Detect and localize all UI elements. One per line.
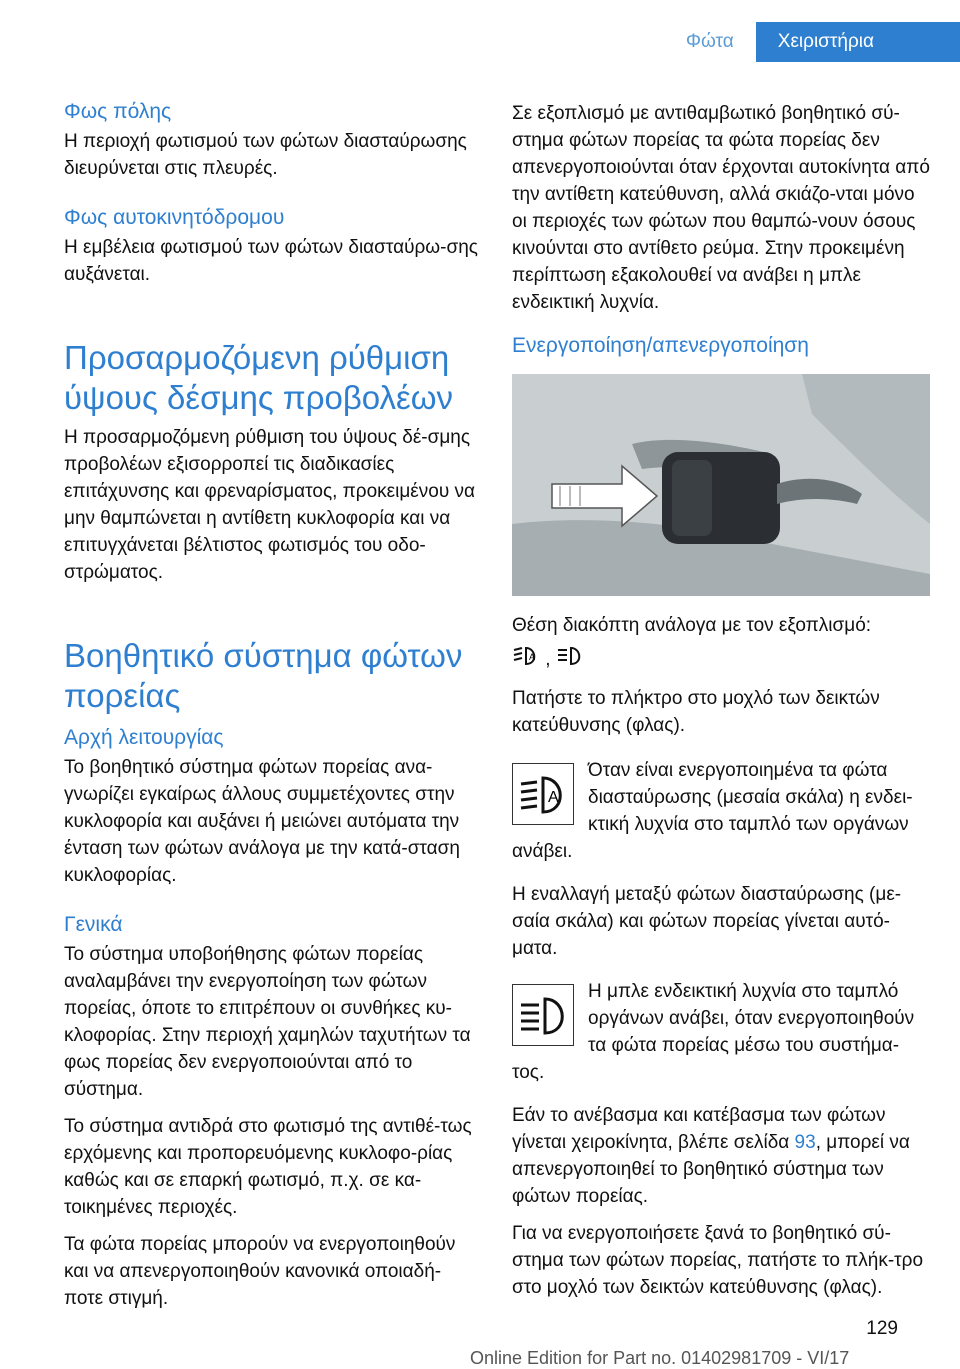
switch-icons-line xyxy=(512,645,930,675)
edition-footer: Online Edition for Part no. 01402981709 - VI/17 xyxy=(470,1348,850,1368)
high-beam-assist-indicator-icon xyxy=(512,763,574,825)
general-text-1: Το σύστημα υποβοήθησης φώτων πορείας αναλαμβάνει την ενεργοποίηση των φώτων πορείας, όποτε το επιτρέπουν οι συνθήκες κυ-κλοφορίας. Στην περιοχή χαμηλών ταχυτήτων τα φως πορείας δεν ενεργοποιούνται από το σύστημα. xyxy=(64,944,471,1100)
city-light-text: Η περιοχή φωτισμού των φώτων διασταύρωσης διευρύνεται στις πλευρές. xyxy=(64,131,467,179)
note2-text: Η μπλε ενδεικτική λυχνία στο ταμπλό οργάνων ανάβει, όταν ενεργοποιηθούν τα φώτα πορείας μέσω του συστήμα-τος. xyxy=(512,981,915,1083)
general-title: Γενικά xyxy=(64,913,123,936)
adaptive-text: Η προσαρμοζόμενη ρύθμιση του ύψους δέ-σμης προβολέων εξισορροπεί τις διαδικασίες επιτάχυνσης και φρεναρίσματος, προκειμένου να μην θαμπώνεται η αντίθετη κυκλοφορία και να επιτυγχάνεται βέλτιστος φωτισμός του οδο-στρώματος. xyxy=(64,427,475,583)
page-header xyxy=(664,22,960,62)
note-indicator-2 xyxy=(512,978,930,1086)
motorway-title: Φως αυτοκινητόδρομου xyxy=(64,206,285,229)
header-section: Φώτα xyxy=(664,22,756,62)
general-text-3: Τα φώτα πορείας μπορούν να ενεργοποιηθούν και να απενεργοποιηθούν κανονικά οποιαδή-ποτε στιγμή. xyxy=(64,1234,456,1309)
high-beam-indicator-icon xyxy=(512,984,574,1046)
highbeam-title: Βοηθητικό σύστημα φώτων πορείας xyxy=(64,637,463,714)
switch-position-text: Θέση διακόπτη ανάλογα με τον εξοπλισμό: xyxy=(512,615,872,636)
motorway-text: Η εμβέλεια φωτισμού των φώτων διασταύρω-σης αυξάνεται. xyxy=(64,237,478,285)
svg-text:A: A xyxy=(529,652,536,662)
reactivate-text: Για να ενεργοποιήσετε ξανά το βοηθητικό σύ-στημα των φώτων πορείας, πατήστε το πλήκ-τρο στο μοχλό των δεικτών κατεύθυνσης (φλας). xyxy=(512,1223,924,1298)
page-93-link[interactable]: 93 xyxy=(794,1132,816,1153)
general-text-2: Το σύστημα αντιδρά στο φωτισμό της αντιθέ-τως ερχόμενης και προπορευόμενης κυκλοφο-ρίας καθώς και σε επαρκή φωτισμό, π.χ. σε κα-τοικημένες περιοχές. xyxy=(64,1116,472,1218)
note1-text: Όταν είναι ενεργοποιημένα τα φώτα διασταύρωσης (μεσαία σκάλα) η ενδει-κτική λυχνία στο ταμπλό των οργάνων ανάβει. xyxy=(512,760,913,862)
header-chapter: Χειριστήρια xyxy=(756,22,960,62)
left-column xyxy=(64,100,478,1322)
intro-text: Σε εξοπλισμό με αντιθαμβωτικό βοηθητικό σύ-στημα φώτων πορείας τα φώτα πορείας δεν απενεργοποιούνται όταν έρχονται αυτοκίνητα από την αντίθετη κατεύθυνση, αλλά σκιάζο-νται μόνο οι περιοχές των φώτων που θαμπώ-νουν όσους κινούνται στο αντίθετο ρεύμα. Στην προκειμένη περίπτωση εξακολουθεί να ανάβει η μπλε ενδεικτική λυχνία. xyxy=(512,103,930,313)
manual-text: Εάν το ανέβασμα και κατέβασμα των φώτων γίνεται χειροκίνητα, βλέπε σελίδα 93, μπορεί να απενεργοποιηθεί το βοηθητικό σύστημα των φώτων πορείας. xyxy=(512,1105,910,1207)
high-beam-icon xyxy=(556,645,584,675)
icon-separator: , xyxy=(545,649,551,671)
high-beam-assist-icon xyxy=(512,645,540,675)
turn-signal-lever-photo xyxy=(512,374,930,596)
switch-auto-text: Η εναλλαγή μεταξύ φώτων διασταύρωσης (με-σαία σκάλα) και φώτων πορείας γίνεται αυτό-ματα. xyxy=(512,884,902,959)
city-light-title: Φως πόλης xyxy=(64,100,172,123)
note-indicator-1 xyxy=(512,757,930,865)
principle-title: Αρχή λειτουργίας xyxy=(64,726,224,749)
activation-title: Ενεργοποίηση/απενεργοποίηση xyxy=(512,334,809,357)
press-text: Πατήστε το πλήκτρο στο μοχλό των δεικτών κατεύθυνσης (φλας). xyxy=(512,688,880,736)
principle-text: Το βοηθητικό σύστημα φώτων πορείας ανα-γνωρίζει εγκαίρως άλλους συμμετέχοντες στην κυκλοφορία και αυξάνει ή μειώνει αυτόματα την ένταση των φώτων ανάλογα με την κατά-σταση κυκλοφορίας. xyxy=(64,757,460,886)
page-number: 129 xyxy=(866,1318,898,1339)
right-column xyxy=(512,100,930,1311)
adaptive-title: Προσαρμοζόμενη ρύθμιση ύψους δέσμης προβολέων xyxy=(64,339,454,416)
svg-text:A: A xyxy=(548,789,559,806)
